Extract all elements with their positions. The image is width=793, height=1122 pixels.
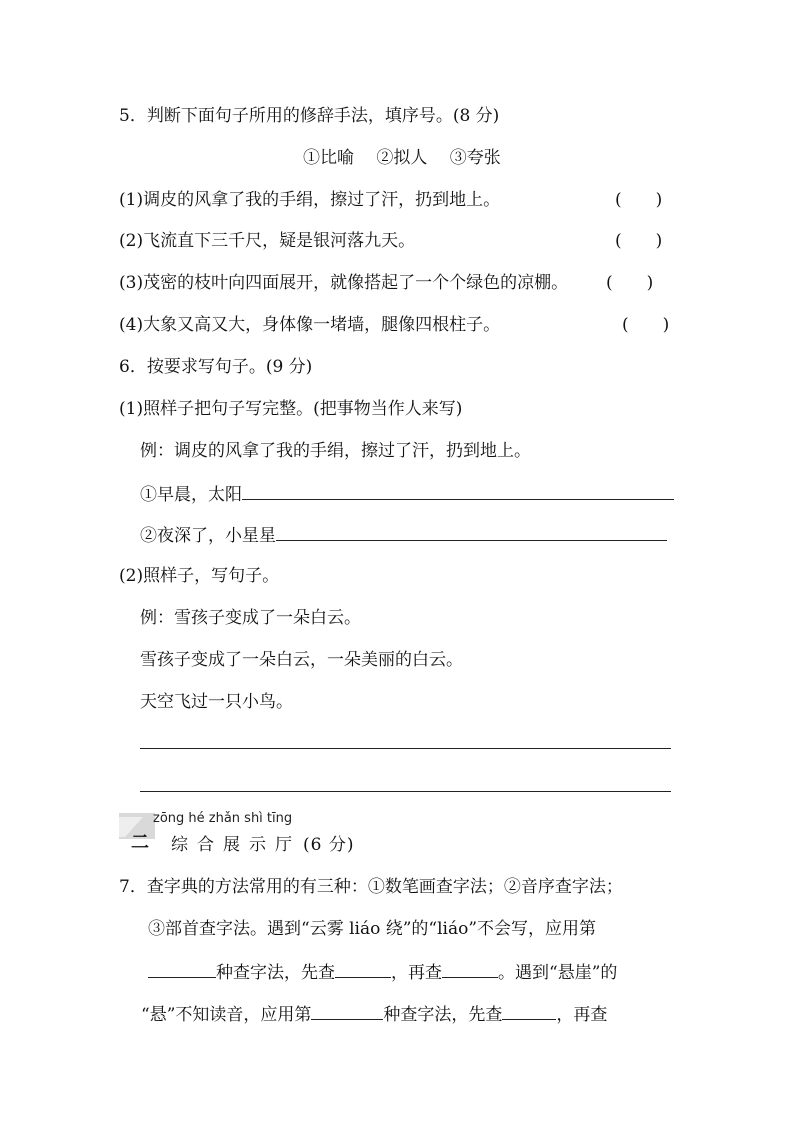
- q7-line-3: [148, 959, 617, 985]
- q7-line-3-a: 种查字法，先查: [216, 963, 335, 983]
- q5-title: 5．判断下面句子所用的修辞手法，填序号。(8 分): [119, 106, 500, 126]
- q6-part1-b-prompt: ②夜深了，小星星: [140, 526, 276, 546]
- section-number-badge: [119, 813, 155, 853]
- q6-title: 6．按要求写句子。(9 分): [119, 357, 313, 377]
- q7-line-4-a: “悬”不知读音，应用第: [141, 1005, 312, 1025]
- q6-part1-b: [140, 522, 667, 548]
- q5-options: ①比喻 ②拟人 ③夸张: [303, 148, 501, 168]
- section-pinyin: zōng hé zhǎn shì tīng: [153, 811, 293, 826]
- q7-line-3-b: ，再查: [391, 963, 442, 983]
- q6-part2-example2: 雪孩子变成了一朵白云，一朵美丽的白云。: [140, 650, 463, 670]
- answer-blank-7c[interactable]: [442, 959, 498, 978]
- q5-answer-4[interactable]: ( ): [622, 315, 670, 335]
- q6-part1-example: 例：调皮的风拿了我的手绢，擦过了汗，扔到地上。: [140, 441, 531, 461]
- q6-part2-title: (2)照样子，写句子。: [119, 566, 280, 586]
- section-title: 综合展示厅: [171, 835, 301, 855]
- q5-item-1: (1)调皮的风拿了我的手绢，擦过了汗，扔到地上。: [119, 190, 501, 210]
- section-number: 二: [131, 832, 149, 853]
- answer-line-1[interactable]: [140, 748, 671, 749]
- answer-blank-7a[interactable]: [148, 959, 216, 978]
- q5-item-3: (3)茂密的枝叶向四面展开，就像搭起了一个个绿色的凉棚。: [119, 273, 569, 293]
- answer-blank-1a[interactable]: [242, 481, 674, 500]
- section-title-row: [171, 830, 354, 855]
- q6-part1-title: (1)照样子把句子写完整。(把事物当作人来写): [119, 399, 463, 419]
- q6-part2-prompt: 天空飞过一只小鸟。: [140, 692, 293, 712]
- answer-blank-7b[interactable]: [335, 959, 391, 978]
- q6-part1-a: [140, 481, 674, 507]
- q7-line-2: ③部首查字法。遇到“云雾 liáo 绕”的“liáo”不会写，应用第: [148, 919, 597, 939]
- q5-answer-3[interactable]: ( ): [606, 273, 654, 293]
- q7-line-4: [141, 1001, 607, 1027]
- answer-blank-1b[interactable]: [276, 522, 667, 541]
- answer-blank-7d[interactable]: [311, 1001, 383, 1020]
- q7-line-1: 7．查字典的方法常用的有三种：①数笔画查字法；②音序查字法；: [119, 877, 623, 897]
- q6-part1-a-prompt: ①早晨，太阳: [140, 485, 242, 505]
- q7-line-3-c: 。遇到“悬崖”的: [498, 963, 618, 983]
- q5-answer-2[interactable]: ( ): [615, 231, 663, 251]
- q5-item-4: (4)大象又高又大，身体像一堵墙，腿像四根柱子。: [119, 315, 501, 335]
- q6-part2-example1: 例：雪孩子变成了一朵白云。: [140, 608, 361, 628]
- q5-answer-1[interactable]: ( ): [615, 190, 663, 210]
- q7-line-4-c: ，再查: [556, 1005, 608, 1025]
- q7-line-4-b: 种查字法，先查: [383, 1005, 503, 1025]
- answer-blank-7e[interactable]: [502, 1001, 556, 1020]
- section-score: (6 分): [303, 835, 355, 855]
- answer-line-2[interactable]: [140, 791, 671, 792]
- q5-item-2: (2)飞流直下三千尺，疑是银河落九天。: [119, 231, 416, 251]
